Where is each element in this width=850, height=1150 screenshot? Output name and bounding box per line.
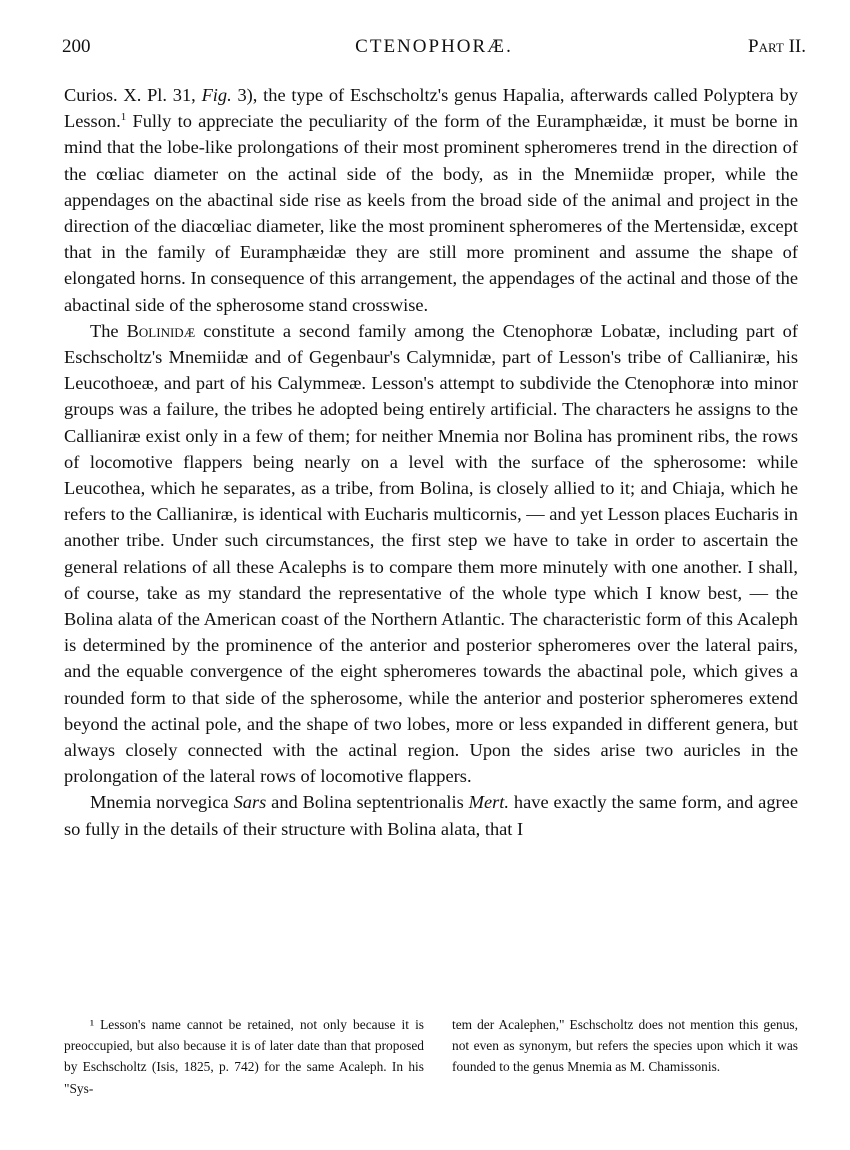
footnote-left-column <box>64 1014 424 1099</box>
p1-fig-ref: Fig. <box>201 85 232 105</box>
running-header <box>62 36 806 64</box>
body-text <box>64 82 798 842</box>
footnote-ref-1: 1 <box>120 111 127 124</box>
footnote-1-text-left: ¹ Lesson's name cannot be retained, not only because it is preoccupied, but also because it is of later date than that proposed by Eschscholtz (Isis, 1825, p. 742) for the same Acaleph. In his "Sys- <box>64 1017 424 1096</box>
p3-text-a: Mnemia norvegica <box>90 792 234 813</box>
p3-author-sars: Sars <box>233 792 267 813</box>
paragraph-1 <box>64 82 798 318</box>
paragraph-2 <box>64 318 798 790</box>
p2-family-name: Bolinidæ <box>126 320 196 341</box>
p3-text-c: and Bolina septentrionalis <box>266 792 469 813</box>
p3-author-mert: Mert. <box>468 792 510 813</box>
page-number: 200 <box>62 36 91 57</box>
paragraph-3 <box>64 789 798 841</box>
footnote-right-column <box>452 1014 798 1078</box>
p2-lead: The <box>90 320 127 341</box>
p1-text-c: 3), the type of Eschscholtz's genus Hapalia, afterwards called Polyptera by Lesson. <box>64 85 798 132</box>
footnote-1-text-right: tem der Acalephen," Eschscholtz does not mention this genus, not even as synonym, but refers the species upon which it was founded to the genus Mnemia as M. Chamissonis. <box>452 1017 798 1075</box>
p1-text-d: Fully to appreciate the peculiarity of the form of the Euramphæidæ, it must be borne in mind that the lobe-like prolongations of their most prominent spheromeres trend in the direction of the cœliac diameter on the actinal side of the body, as in the Mnemiidæ proper, while the appendages on the abactinal side rise as keels from the broad side of the animal and project in the direction of the diacœliac diameter, like the most prominent spheromeres of the Mertensidæ, except that in the family of Euramphæidæ they are still more prominent and assume the shape of elongated horns. In consequence of this arrangement, the appendages of the actinal and those of the abactinal side of the spherosome stand crosswise. <box>64 111 798 315</box>
p1-text-a: Curios. X. Pl. 31, <box>64 85 202 105</box>
running-title: CTENOPHORÆ. <box>355 36 513 57</box>
p2-text: constitute a second family among the Ctenophoræ Lobatæ, including part of Eschscholtz's Mnemiidæ and of Gegenbaur's Calymnidæ, part of Lesson's tribe of Callianiræ, his Leucothoeæ, and part of his Calymmeæ. Lesson's attempt to subdivide the Ctenophoræ into minor groups was a failure, the tribes he adopted being entirely artificial. The characters he assigns to the Callianiræ exist only in a few of them; for neither Mnemia nor Bolina has prominent ribs, the rows of locomotive flappers being nearly on a level with the surface of the spherosome: while Leucothea, which he separates, as a tribe, from Bolina, is closely allied to it; and Chiaja, which he refers to the Callianiræ, is identical with Eucharis multicornis, — and yet Lesson places Eucharis in another tribe. Under such circumstances, the first step we have to take in order to ascertain the general relations of all these Acalephs is to compare them more minutely with one another. I shall, of course, take as my standard the representative of the whole type which I know best, — the Bolina alata of the American coast of the Northern Atlantic. The characteristic form of this Acaleph is determined by the prominence of the anterior and posterior spheromeres over the lateral pairs, and the equable convergence of the eight spheromeres towards the abactinal pole, which gives a rounded form to that side of the spherosome, while the anterior and posterior spheromeres extend beyond the actinal pole, and the shape of two lobes, more or less expanded in different genera, but always closely connected with the actinal region. Upon the sides arise two auricles in the prolongation of the lateral rows of locomotive flappers. <box>64 320 798 787</box>
p3-text-e: have exactly the same form, and agree so fully in the details of their structure with Bolina alata, that I <box>64 792 798 839</box>
part-label: Part II. <box>748 36 806 57</box>
